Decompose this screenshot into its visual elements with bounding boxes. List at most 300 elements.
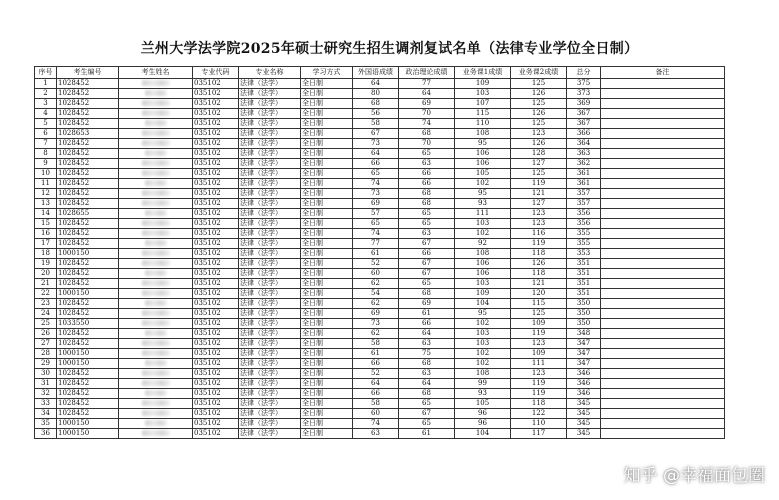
cell-name-redacted <box>119 369 193 379</box>
cell-seq: 28 <box>35 349 57 359</box>
table-row <box>35 339 725 349</box>
table-row <box>35 429 725 439</box>
cell-name-redacted <box>119 309 193 319</box>
cell-subject2: 127 <box>511 199 567 209</box>
cell-name-redacted <box>119 149 193 159</box>
cell-major-code: 035102 <box>193 399 239 409</box>
col-header-name: 考生姓名 <box>119 67 193 79</box>
cell-study-mode: 全日制 <box>301 429 353 439</box>
cell-subject2: 123 <box>511 339 567 349</box>
cell-name-redacted <box>119 109 193 119</box>
cell-name-redacted <box>119 189 193 199</box>
cell-name-redacted <box>119 379 193 389</box>
cell-subject1: 115 <box>455 109 511 119</box>
cell-exam-id: 1028452 <box>57 239 119 249</box>
cell-remarks <box>601 359 725 369</box>
cell-name-redacted <box>119 429 193 439</box>
cell-subject2: 111 <box>511 359 567 369</box>
redacted-name-blur <box>142 310 170 316</box>
cell-seq: 3 <box>35 99 57 109</box>
cell-major-code: 035102 <box>193 89 239 99</box>
redacted-name-blur <box>142 190 170 196</box>
redacted-name-blur <box>142 400 170 406</box>
cell-total: 351 <box>567 279 601 289</box>
cell-seq: 4 <box>35 109 57 119</box>
cell-name-redacted <box>119 279 193 289</box>
cell-foreign-language: 58 <box>353 339 399 349</box>
cell-remarks <box>601 339 725 349</box>
cell-politics: 64 <box>399 329 455 339</box>
cell-seq: 24 <box>35 309 57 319</box>
cell-exam-id: 1028452 <box>57 119 119 129</box>
cell-major-name: 法律（法学） <box>239 239 301 249</box>
cell-name-redacted <box>119 319 193 329</box>
cell-subject1: 102 <box>455 349 511 359</box>
cell-subject1: 104 <box>455 299 511 309</box>
cell-politics: 75 <box>399 349 455 359</box>
cell-subject2: 127 <box>511 159 567 169</box>
cell-seq: 17 <box>35 239 57 249</box>
cell-name-redacted <box>119 389 193 399</box>
cell-exam-id: 1000150 <box>57 419 119 429</box>
cell-exam-id: 1028452 <box>57 189 119 199</box>
cell-politics: 77 <box>399 79 455 89</box>
table-row <box>35 389 725 399</box>
cell-foreign-language: 73 <box>353 139 399 149</box>
table-row <box>35 319 725 329</box>
cell-major-name: 法律（法学） <box>239 389 301 399</box>
cell-study-mode: 全日制 <box>301 369 353 379</box>
redacted-name-blur <box>142 290 170 296</box>
cell-total: 366 <box>567 129 601 139</box>
cell-total: 356 <box>567 219 601 229</box>
cell-total: 357 <box>567 199 601 209</box>
cell-seq: 9 <box>35 159 57 169</box>
cell-major-code: 035102 <box>193 419 239 429</box>
cell-major-name: 法律（法学） <box>239 109 301 119</box>
cell-subject2: 126 <box>511 89 567 99</box>
cell-politics: 67 <box>399 409 455 419</box>
cell-study-mode: 全日制 <box>301 249 353 259</box>
cell-name-redacted <box>119 339 193 349</box>
cell-name-redacted <box>119 409 193 419</box>
cell-seq: 31 <box>35 379 57 389</box>
cell-name-redacted <box>119 239 193 249</box>
cell-total: 347 <box>567 349 601 359</box>
cell-name-redacted <box>119 329 193 339</box>
cell-name-redacted <box>119 99 193 109</box>
col-header-exam-id: 考生编号 <box>57 67 119 79</box>
redacted-name-blur <box>142 430 170 436</box>
cell-seq: 21 <box>35 279 57 289</box>
cell-foreign-language: 64 <box>353 149 399 159</box>
cell-major-name: 法律（法学） <box>239 199 301 209</box>
cell-name-redacted <box>119 419 193 429</box>
cell-subject1: 105 <box>455 399 511 409</box>
cell-exam-id: 1028452 <box>57 79 119 89</box>
redacted-name-blur <box>142 130 170 136</box>
cell-remarks <box>601 369 725 379</box>
cell-study-mode: 全日制 <box>301 149 353 159</box>
cell-total: 350 <box>567 299 601 309</box>
cell-name-redacted <box>119 269 193 279</box>
col-header-subject1: 业务课1成绩 <box>455 67 511 79</box>
cell-exam-id: 1000150 <box>57 249 119 259</box>
table-row <box>35 99 725 109</box>
cell-remarks <box>601 99 725 109</box>
cell-subject1: 92 <box>455 239 511 249</box>
cell-exam-id: 1028452 <box>57 369 119 379</box>
cell-major-code: 035102 <box>193 339 239 349</box>
table-row <box>35 139 725 149</box>
cell-subject1: 102 <box>455 229 511 239</box>
cell-remarks <box>601 349 725 359</box>
redacted-name-blur <box>142 260 170 266</box>
cell-exam-id: 1028452 <box>57 89 119 99</box>
cell-study-mode: 全日制 <box>301 389 353 399</box>
cell-seq: 27 <box>35 339 57 349</box>
cell-foreign-language: 58 <box>353 399 399 409</box>
cell-study-mode: 全日制 <box>301 359 353 369</box>
cell-remarks <box>601 249 725 259</box>
cell-politics: 63 <box>399 369 455 379</box>
cell-foreign-language: 52 <box>353 369 399 379</box>
cell-study-mode: 全日制 <box>301 409 353 419</box>
redacted-name-blur <box>145 270 167 276</box>
cell-major-code: 035102 <box>193 189 239 199</box>
cell-major-name: 法律（法学） <box>239 429 301 439</box>
cell-total: 346 <box>567 369 601 379</box>
cell-foreign-language: 69 <box>353 199 399 209</box>
cell-foreign-language: 61 <box>353 249 399 259</box>
cell-exam-id: 1028452 <box>57 139 119 149</box>
cell-exam-id: 1028452 <box>57 219 119 229</box>
redacted-name-blur <box>142 350 170 356</box>
cell-major-name: 法律（法学） <box>239 369 301 379</box>
cell-exam-id: 1028452 <box>57 109 119 119</box>
cell-politics: 66 <box>399 249 455 259</box>
cell-remarks <box>601 259 725 269</box>
cell-name-redacted <box>119 399 193 409</box>
cell-politics: 65 <box>399 209 455 219</box>
redacted-name-blur <box>142 410 170 416</box>
redacted-name-blur <box>145 210 167 216</box>
cell-subject2: 125 <box>511 169 567 179</box>
cell-subject1: 95 <box>455 139 511 149</box>
table-row <box>35 79 725 89</box>
table-row <box>35 119 725 129</box>
cell-seq: 15 <box>35 219 57 229</box>
cell-name-redacted <box>119 129 193 139</box>
cell-foreign-language: 66 <box>353 359 399 369</box>
cell-remarks <box>601 219 725 229</box>
cell-exam-id: 1033550 <box>57 319 119 329</box>
redacted-name-blur <box>142 140 170 146</box>
cell-major-name: 法律（法学） <box>239 249 301 259</box>
cell-politics: 65 <box>399 219 455 229</box>
table-row <box>35 229 725 239</box>
cell-major-name: 法律（法学） <box>239 259 301 269</box>
table-row <box>35 189 725 199</box>
cell-name-redacted <box>119 359 193 369</box>
cell-politics: 63 <box>399 159 455 169</box>
document-title: 兰州大学法学院2025年硕士研究生招生调剂复试名单（法律专业学位全日制） <box>140 41 639 57</box>
cell-remarks <box>601 209 725 219</box>
cell-politics: 61 <box>399 309 455 319</box>
cell-total: 348 <box>567 329 601 339</box>
cell-study-mode: 全日制 <box>301 79 353 89</box>
table-row <box>35 89 725 99</box>
cell-subject2: 120 <box>511 289 567 299</box>
redacted-name-blur <box>142 230 170 236</box>
cell-politics: 74 <box>399 119 455 129</box>
table-row <box>35 199 725 209</box>
cell-exam-id: 1028452 <box>57 149 119 159</box>
cell-exam-id: 1028452 <box>57 409 119 419</box>
cell-major-code: 035102 <box>193 79 239 89</box>
cell-politics: 66 <box>399 179 455 189</box>
table-row <box>35 379 725 389</box>
cell-total: 367 <box>567 119 601 129</box>
cell-politics: 63 <box>399 229 455 239</box>
cell-seq: 33 <box>35 399 57 409</box>
cell-major-code: 035102 <box>193 199 239 209</box>
cell-politics: 68 <box>399 389 455 399</box>
cell-total: 362 <box>567 159 601 169</box>
table-row <box>35 259 725 269</box>
cell-seq: 12 <box>35 189 57 199</box>
cell-subject1: 103 <box>455 219 511 229</box>
cell-major-code: 035102 <box>193 319 239 329</box>
cell-name-redacted <box>119 249 193 259</box>
redacted-name-blur <box>142 280 170 286</box>
table-row <box>35 269 725 279</box>
cell-foreign-language: 54 <box>353 289 399 299</box>
cell-seq: 11 <box>35 179 57 189</box>
cell-major-code: 035102 <box>193 269 239 279</box>
cell-remarks <box>601 399 725 409</box>
cell-remarks <box>601 429 725 439</box>
cell-politics: 68 <box>399 189 455 199</box>
cell-foreign-language: 74 <box>353 229 399 239</box>
cell-name-redacted <box>119 259 193 269</box>
cell-total: 346 <box>567 379 601 389</box>
cell-name-redacted <box>119 169 193 179</box>
cell-major-code: 035102 <box>193 219 239 229</box>
cell-major-code: 035102 <box>193 209 239 219</box>
cell-study-mode: 全日制 <box>301 309 353 319</box>
cell-foreign-language: 65 <box>353 219 399 229</box>
cell-major-code: 035102 <box>193 129 239 139</box>
cell-politics: 65 <box>399 279 455 289</box>
cell-major-code: 035102 <box>193 109 239 119</box>
cell-seq: 22 <box>35 289 57 299</box>
cell-remarks <box>601 389 725 399</box>
cell-exam-id: 1028452 <box>57 169 119 179</box>
cell-name-redacted <box>119 299 193 309</box>
cell-exam-id: 1000150 <box>57 429 119 439</box>
cell-subject2: 119 <box>511 379 567 389</box>
cell-major-name: 法律（法学） <box>239 329 301 339</box>
cell-subject1: 107 <box>455 99 511 109</box>
cell-subject2: 123 <box>511 209 567 219</box>
cell-remarks <box>601 79 725 89</box>
cell-subject1: 93 <box>455 199 511 209</box>
cell-foreign-language: 62 <box>353 299 399 309</box>
cell-exam-id: 1028452 <box>57 389 119 399</box>
cell-remarks <box>601 299 725 309</box>
table-row <box>35 109 725 119</box>
cell-major-code: 035102 <box>193 349 239 359</box>
cell-study-mode: 全日制 <box>301 109 353 119</box>
table-body <box>35 79 725 439</box>
cell-subject1: 103 <box>455 329 511 339</box>
table-row <box>35 349 725 359</box>
cell-foreign-language: 73 <box>353 319 399 329</box>
table-row <box>35 279 725 289</box>
cell-remarks <box>601 319 725 329</box>
cell-major-name: 法律（法学） <box>239 89 301 99</box>
cell-major-code: 035102 <box>193 329 239 339</box>
cell-remarks <box>601 89 725 99</box>
cell-foreign-language: 65 <box>353 169 399 179</box>
cell-remarks <box>601 139 725 149</box>
cell-seq: 14 <box>35 209 57 219</box>
cell-total: 355 <box>567 239 601 249</box>
cell-seq: 26 <box>35 329 57 339</box>
cell-seq: 36 <box>35 429 57 439</box>
table-row <box>35 369 725 379</box>
cell-exam-id: 1028452 <box>57 99 119 109</box>
redacted-name-blur <box>142 160 170 166</box>
cell-exam-id: 1028452 <box>57 269 119 279</box>
cell-remarks <box>601 279 725 289</box>
cell-study-mode: 全日制 <box>301 299 353 309</box>
redacted-name-blur <box>145 180 167 186</box>
cell-study-mode: 全日制 <box>301 99 353 109</box>
cell-major-code: 035102 <box>193 429 239 439</box>
cell-study-mode: 全日制 <box>301 339 353 349</box>
redacted-name-blur <box>142 200 170 206</box>
cell-subject1: 95 <box>455 189 511 199</box>
cell-remarks <box>601 199 725 209</box>
redacted-name-blur <box>142 110 170 116</box>
cell-exam-id: 1028452 <box>57 179 119 189</box>
cell-major-code: 035102 <box>193 389 239 399</box>
cell-major-code: 035102 <box>193 369 239 379</box>
cell-major-name: 法律（法学） <box>239 309 301 319</box>
cell-major-code: 035102 <box>193 359 239 369</box>
cell-major-name: 法律（法学） <box>239 139 301 149</box>
cell-seq: 6 <box>35 129 57 139</box>
table-row <box>35 129 725 139</box>
col-header-total: 总分 <box>567 67 601 79</box>
cell-remarks <box>601 409 725 419</box>
cell-total: 351 <box>567 269 601 279</box>
cell-study-mode: 全日制 <box>301 139 353 149</box>
cell-study-mode: 全日制 <box>301 279 353 289</box>
cell-seq: 34 <box>35 409 57 419</box>
cell-total: 373 <box>567 89 601 99</box>
cell-study-mode: 全日制 <box>301 289 353 299</box>
cell-subject2: 125 <box>511 79 567 89</box>
cell-major-code: 035102 <box>193 119 239 129</box>
cell-foreign-language: 60 <box>353 269 399 279</box>
cell-remarks <box>601 419 725 429</box>
cell-total: 369 <box>567 99 601 109</box>
cell-politics: 65 <box>399 419 455 429</box>
cell-subject2: 119 <box>511 239 567 249</box>
cell-study-mode: 全日制 <box>301 329 353 339</box>
cell-total: 350 <box>567 309 601 319</box>
cell-foreign-language: 56 <box>353 109 399 119</box>
cell-total: 361 <box>567 169 601 179</box>
cell-foreign-language: 64 <box>353 79 399 89</box>
cell-study-mode: 全日制 <box>301 419 353 429</box>
cell-remarks <box>601 169 725 179</box>
redacted-name-blur <box>142 340 170 346</box>
cell-foreign-language: 63 <box>353 429 399 439</box>
cell-seq: 16 <box>35 229 57 239</box>
cell-remarks <box>601 239 725 249</box>
cell-major-name: 法律（法学） <box>239 179 301 189</box>
cell-remarks <box>601 269 725 279</box>
cell-major-code: 035102 <box>193 249 239 259</box>
cell-politics: 68 <box>399 199 455 209</box>
cell-subject1: 103 <box>455 339 511 349</box>
cell-subject2: 123 <box>511 129 567 139</box>
cell-seq: 2 <box>35 89 57 99</box>
cell-subject1: 109 <box>455 289 511 299</box>
cell-seq: 7 <box>35 139 57 149</box>
cell-major-code: 035102 <box>193 169 239 179</box>
cell-major-code: 035102 <box>193 159 239 169</box>
redacted-name-blur <box>145 420 167 426</box>
cell-seq: 23 <box>35 299 57 309</box>
cell-seq: 32 <box>35 389 57 399</box>
cell-subject2: 126 <box>511 259 567 269</box>
cell-politics: 63 <box>399 339 455 349</box>
cell-exam-id: 1028655 <box>57 209 119 219</box>
cell-exam-id: 1028452 <box>57 199 119 209</box>
cell-subject1: 110 <box>455 119 511 129</box>
cell-foreign-language: 66 <box>353 389 399 399</box>
cell-foreign-language: 66 <box>353 159 399 169</box>
cell-politics: 70 <box>399 109 455 119</box>
cell-study-mode: 全日制 <box>301 219 353 229</box>
cell-total: 347 <box>567 339 601 349</box>
cell-total: 347 <box>567 359 601 369</box>
cell-seq: 25 <box>35 319 57 329</box>
cell-major-name: 法律（法学） <box>239 149 301 159</box>
cell-foreign-language: 52 <box>353 259 399 269</box>
cell-name-redacted <box>119 219 193 229</box>
cell-total: 364 <box>567 139 601 149</box>
cell-subject1: 93 <box>455 389 511 399</box>
zhihu-watermark: 知乎 @幸福面包圈 <box>623 466 765 486</box>
cell-major-name: 法律（法学） <box>239 209 301 219</box>
cell-subject1: 106 <box>455 269 511 279</box>
cell-name-redacted <box>119 229 193 239</box>
cell-major-code: 035102 <box>193 379 239 389</box>
cell-major-name: 法律（法学） <box>239 229 301 239</box>
cell-name-redacted <box>119 289 193 299</box>
cell-foreign-language: 57 <box>353 209 399 219</box>
cell-remarks <box>601 329 725 339</box>
cell-study-mode: 全日制 <box>301 179 353 189</box>
cell-subject1: 104 <box>455 429 511 439</box>
table-row <box>35 179 725 189</box>
